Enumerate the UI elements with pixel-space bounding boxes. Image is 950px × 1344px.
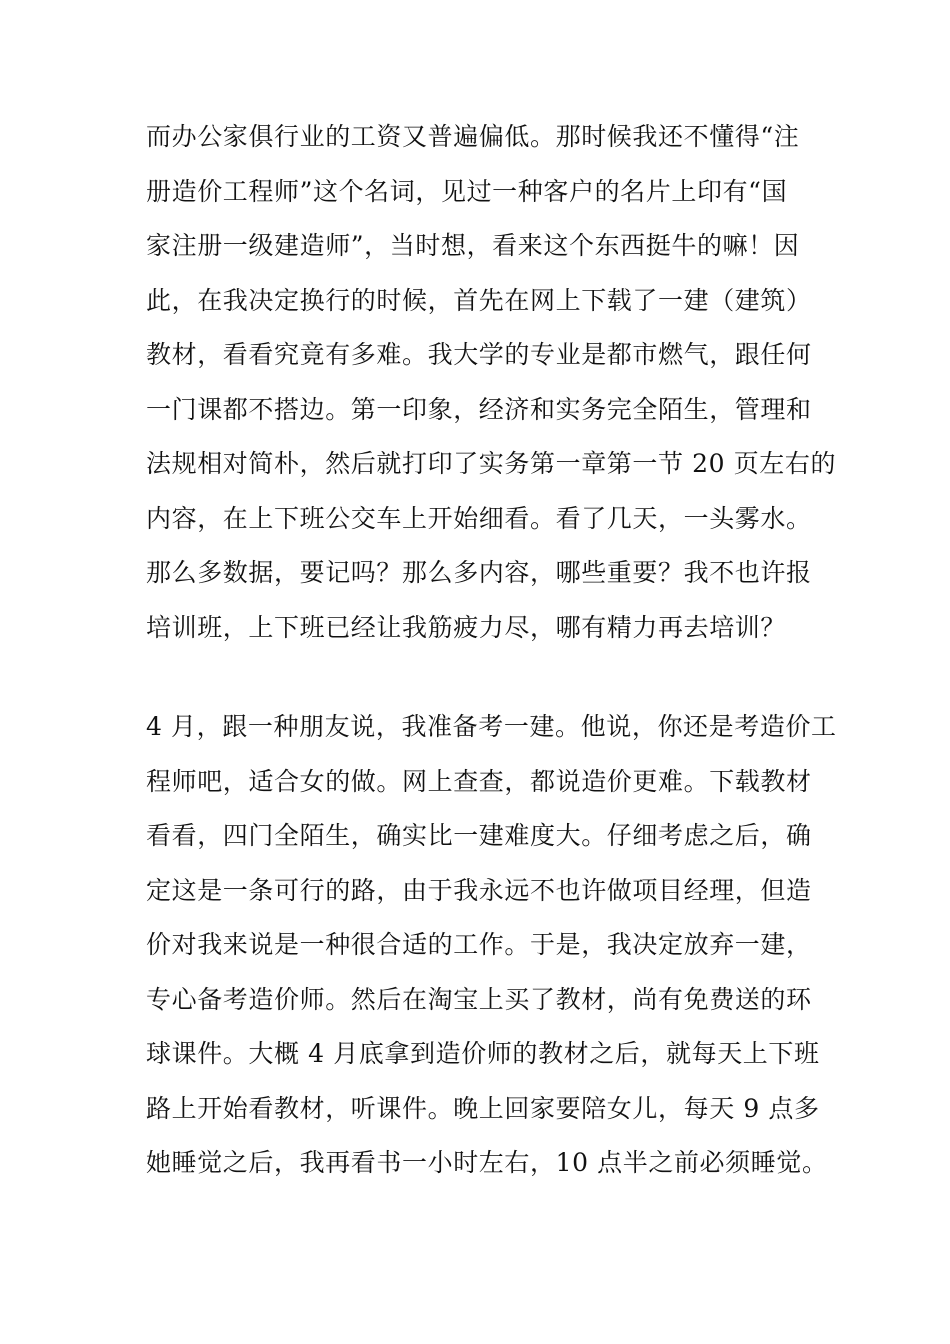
text-line: 而办公家俱行业的工资又普遍偏低。那时候我还不懂得“注 [146, 122, 800, 151]
text-line: 价对我来说是一种很合适的工作。于是，我决定放弃一建， [146, 930, 812, 959]
paragraph-1 [146, 110, 837, 655]
text-line: 4 月，跟一种朋友说，我准备考一建。他说，你还是考造价工 [146, 712, 837, 741]
text-line: 程师吧，适合女的做。网上查查，都说造价更难。下载教材 [146, 766, 812, 796]
text-line: 家注册一级建造师”，当时想，看来这个东西挺牛的嘛！因 [146, 231, 800, 260]
text-line: 看看，四门全陌生，确实比一建难度大。仔细考虑之后，确 [146, 821, 812, 850]
text-line: 法规相对简朴，然后就打印了实务第一章第一节 20 页左右的 [146, 449, 837, 478]
text-line: 那么多数据，要记吗？那么多内容，哪些重要？我不也许报 [146, 558, 812, 587]
text-line: 教材，看看究竟有多难。我大学的专业是都市燃气，跟任何 [146, 340, 812, 369]
text-line: 此，在我决定换行的时候，首先在网上下载了一建（建筑） [146, 285, 812, 315]
text-line: 定这是一条可行的路，由于我永远不也许做项目经理，但造 [146, 875, 812, 905]
text-line: 一门课都不搭边。第一印象，经济和实务完全陌生，管理和 [146, 394, 812, 424]
text-line: 专心备考造价师。然后在淘宝上买了教材，尚有免费送的环 [146, 984, 812, 1014]
text-line: 球课件。大概 4 月底拿到造价师的教材之后，就每天上下班 [146, 1039, 820, 1068]
text-line: 她睡觉之后，我再看书一小时左右，10 点半之前必须睡觉。 [146, 1148, 828, 1177]
text-line: 培训班，上下班已经让我筋疲力尽，哪有精力再去培训？ [146, 612, 787, 642]
text-line: 册造价工程师”这个名词，见过一种客户的名片上印有“国 [146, 176, 788, 206]
paragraph-2 [146, 700, 837, 1191]
text-line: 路上开始看教材，听课件。晚上回家要陪女儿，每天 9 点多 [146, 1093, 820, 1123]
text-line: 内容，在上下班公交车上开始细看。看了几天，一头雾水。 [146, 503, 812, 533]
